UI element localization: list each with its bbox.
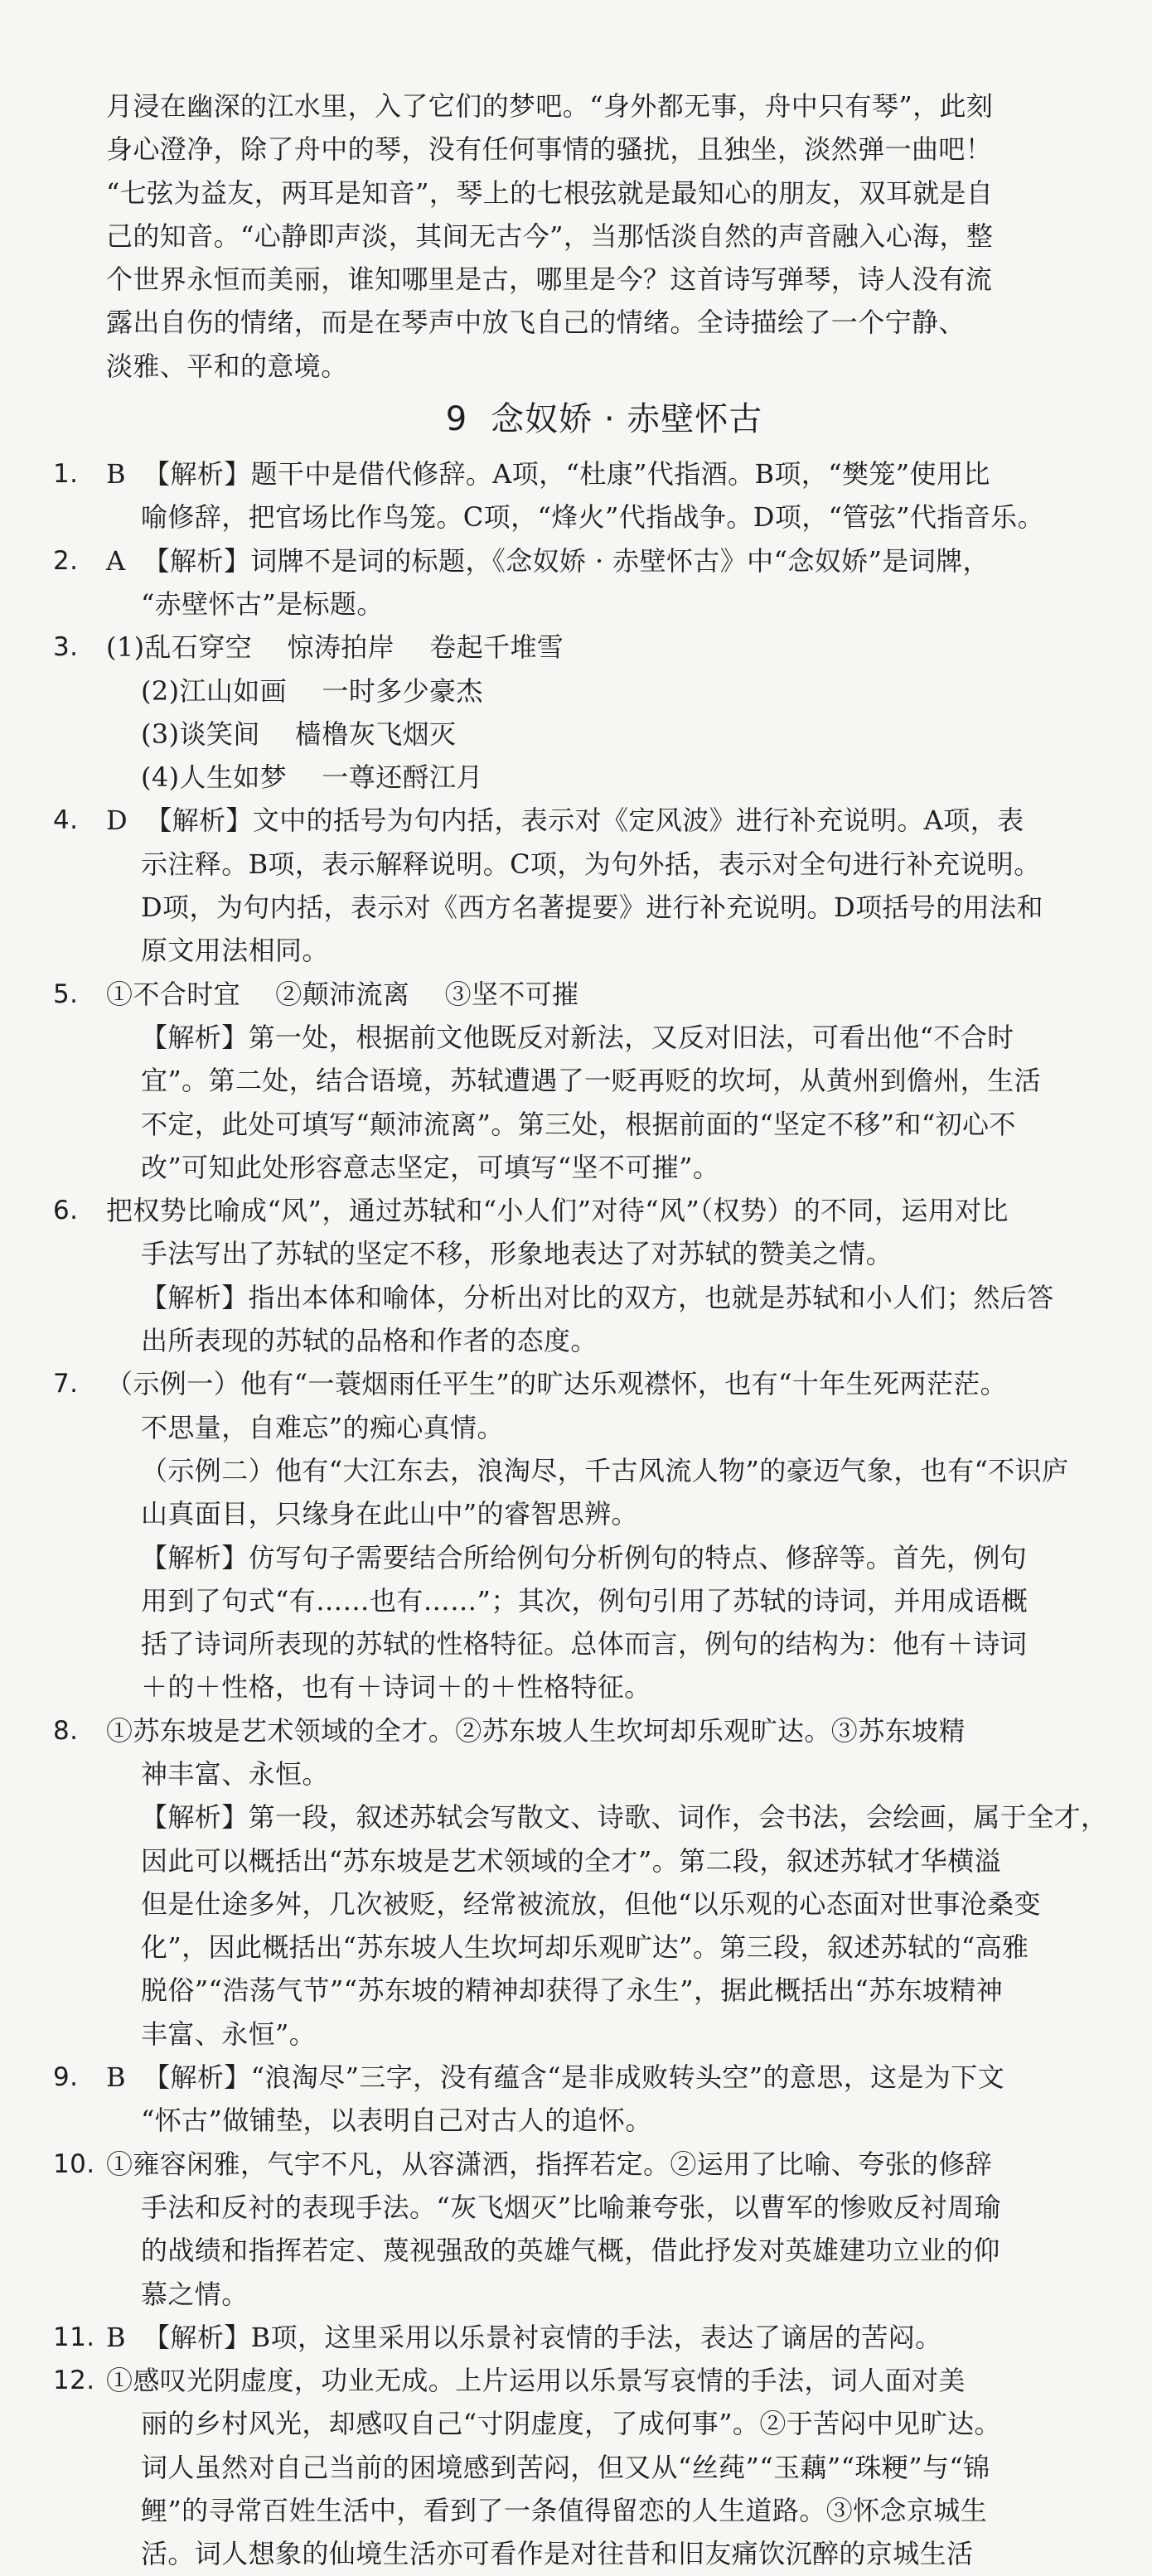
answer-line: ＋的＋性格，也有＋诗词＋的＋性格特征。 bbox=[141, 1671, 651, 1704]
answer-line: 喻修辞，把官场比作鸟笼。C项，“烽火”代指战争。D项，“管弦”代指音乐。 bbox=[141, 501, 1044, 534]
answer-number: 3. bbox=[53, 632, 79, 663]
answer-number: 1. bbox=[53, 459, 79, 490]
answer-list bbox=[53, 452, 1108, 2576]
answer-item bbox=[53, 2143, 1102, 2316]
answer-line: 用到了句式“有……也有……”；其次，例句引用了苏轼的诗词，并用成语概 bbox=[141, 1584, 1029, 1617]
section-title bbox=[106, 389, 1102, 449]
answer-line: 因此可以概括出“苏东坡是艺术领域的全才”。第二段，叙述苏轼才华横溢 bbox=[141, 1844, 1001, 1877]
intro-line: 月浸在幽深的江水里，入了它们的梦吧。“身外都无事，舟中只有琴”，此刻 bbox=[106, 90, 994, 122]
answer-line: 手法写出了苏轼的坚定不移，形象地表达了对苏轼的赞美之情。 bbox=[141, 1238, 893, 1270]
answer-number: 6. bbox=[53, 1196, 79, 1226]
answer-item bbox=[53, 2359, 1102, 2575]
answer-line: 10. ①雍容闲雅，气宇不凡，从容潇洒，指挥若定。②运用了比喻、夸张的修辞 bbox=[71, 2143, 1102, 2186]
answer-line: 12. ①感叹光阴虚度，功业无成。上片运用以乐景写哀情的手法，词人面对美 bbox=[71, 2359, 1102, 2402]
answer-line: 【解析】仿写句子需要结合所给例句分析例句的特点、修辞等。首先，例句 bbox=[141, 1541, 1028, 1573]
intro-line: 身心澄净，除了舟中的琴，没有任何事情的骚扰，且独坐，淡然弹一曲吧！ bbox=[106, 133, 993, 166]
answer-line: 神丰富、永恒。 bbox=[141, 1757, 329, 1790]
answer-number: 10. bbox=[53, 2148, 95, 2179]
answer-line: 慕之情。 bbox=[141, 2278, 249, 2310]
answer-line: 鲤”的寻常百姓生活中，看到了一条值得留恋的人生道路。③怀念京城生 bbox=[141, 2495, 988, 2527]
intro-line: 个世界永恒而美丽，谁知哪里是古，哪里是今？这首诗写弹琴，诗人没有流 bbox=[106, 263, 993, 296]
answer-number: 8. bbox=[53, 1715, 79, 1746]
section-title-text: 念奴娇 · 赤壁怀古 bbox=[491, 400, 763, 439]
answer-line: 示注释。B项，表示解释说明。C项，为句外括，表示对全句进行补充说明。 bbox=[141, 848, 1041, 880]
answer-line: 丰富、永恒”。 bbox=[141, 2018, 317, 2050]
answer-line: 丽的乡村风光，却感叹自己“寸阴虚度，了成何事”。②于苦闷中见旷达。 bbox=[141, 2408, 1001, 2440]
answer-line: (2)江山如画 一时多少豪杰 bbox=[141, 674, 483, 707]
answer-line: 3. (1)乱石穿空 惊涛拍岸 卷起千堆雪 bbox=[71, 626, 1102, 669]
intro-line: 露出自伤的情绪，而是在琴声中放飞自己的情绪。全诗描绘了一个宁静、 bbox=[106, 307, 966, 339]
answer-line: 【解析】第一处，根据前文他既反对新法，又反对旧法，可看出他“不合时 bbox=[141, 1021, 1014, 1053]
answer-line: 1. B 【解析】题干中是借代修辞。A项，“杜康”代指酒。B项，“樊笼”使用比 bbox=[71, 452, 1102, 495]
answer-line: 4. D 【解析】文中的括号为句内括，表示对《定风波》进行补充说明。A项，表 bbox=[71, 799, 1102, 842]
answer-number: 11. bbox=[53, 2322, 95, 2352]
answer-line: 化”，因此概括出“苏东坡人生坎坷却乐观旷达”。第三段，叙述苏轼的“高雅 bbox=[141, 1931, 1029, 1964]
answer-line: 括了诗词所表现的苏轼的性格特征。总体而言，例句的结构为：他有＋诗词 bbox=[141, 1628, 1028, 1660]
answer-line: (3)谈笑间 樯橹灰飞烟灭 bbox=[141, 718, 457, 750]
answer-line: “赤壁怀古”是标题。 bbox=[141, 587, 384, 620]
answer-line: 11. B 【解析】B项，这里采用以乐景衬哀情的手法，表达了谪居的苦闷。 bbox=[71, 2316, 1102, 2359]
answer-line: 9. B 【解析】“浪淘尽”三字，没有蕴含“是非成败转头空”的意思，这是为下文 bbox=[71, 2056, 1102, 2099]
answer-item bbox=[53, 452, 1102, 539]
answer-item bbox=[53, 1709, 1108, 2056]
answer-item bbox=[53, 626, 1102, 799]
answer-number: 5. bbox=[53, 979, 79, 1009]
answer-line: 5. ①不合时宜 ②颠沛流离 ③坚不可摧 bbox=[71, 973, 1102, 1016]
answer-item bbox=[53, 973, 1102, 1189]
answer-line: （示例二）他有“大江东去，浪淘尽，千古风流人物”的豪迈气象，也有“不识庐 bbox=[141, 1454, 1069, 1486]
answer-line: 8. ①苏东坡是艺术领域的全才。②苏东坡人生坎坷却乐观旷达。③苏东坡精 bbox=[71, 1709, 1102, 1752]
intro-line: “七弦为益友，两耳是知音”，琴上的七根弦就是最知心的朋友，双耳就是自 bbox=[106, 176, 994, 209]
answer-line: 【解析】第一段，叙述苏轼会写散文、诗歌、词作，会书法，会绘画，属于全才， bbox=[141, 1801, 1108, 1834]
answer-item bbox=[53, 2316, 1102, 2359]
answer-line: 原文用法相同。 bbox=[141, 935, 329, 967]
answer-line: 手法和反衬的表现手法。“灰飞烟灭”比喻兼夸张，以曹军的惨败反衬周瑜 bbox=[141, 2191, 1001, 2223]
answer-line: 不思量，自难忘”的痴心真情。 bbox=[141, 1411, 504, 1443]
answer-number: 2. bbox=[53, 545, 79, 576]
answer-line: 山真面目，只缘身在此山中”的睿智思辨。 bbox=[141, 1498, 638, 1530]
section-number: 9 bbox=[445, 400, 468, 439]
answer-line: 出所表现的苏轼的品格和作者的态度。 bbox=[141, 1325, 598, 1357]
answer-number: 12. bbox=[53, 2366, 95, 2396]
answer-line: (4)人生如梦 一尊还酹江月 bbox=[141, 761, 483, 794]
answer-item bbox=[53, 539, 1102, 626]
answer-line: 词人虽然对自己当前的困境感到苦闷，但又从“丝莼”“玉藕”“珠粳”与“锦 bbox=[141, 2451, 990, 2483]
answer-number: 7. bbox=[53, 1369, 79, 1399]
intro-line: 己的知音。“心静即声淡，其间无古今”，当那恬淡自然的声音融入心海，整 bbox=[106, 220, 994, 252]
answer-line: 活。词人想象的仙境生活亦可看作是对往昔和旧友痛饮沉醉的京城生活 bbox=[141, 2538, 974, 2570]
answer-number: 4. bbox=[53, 805, 79, 836]
answer-line: 2. A 【解析】词牌不是词的标题，《念奴娇 · 赤壁怀古》中“念奴娇”是词牌， bbox=[71, 539, 1102, 582]
answer-line: 改”可知此处形容意志坚定，可填写“坚不可摧”。 bbox=[141, 1151, 720, 1183]
answer-line: 的战绩和指挥若定、蔑视强敌的英雄气概，借此抒发对英雄建功立业的仰 bbox=[141, 2235, 1000, 2267]
answer-line: D项，为句内括，表示对《西方名著提要》进行补充说明。D项括号的用法和 bbox=[141, 892, 1043, 924]
answer-item bbox=[53, 799, 1102, 972]
answer-line: 但是仕途多舛，几次被贬，经常被流放，但他“以乐观的心态面对世事沧桑变 bbox=[141, 1887, 1041, 1920]
answer-number: 9. bbox=[53, 2062, 79, 2093]
answer-line: 不定，此处可填写“颠沛流离”。第三处，根据前面的“坚定不移”和“初心不 bbox=[141, 1108, 1016, 1140]
answer-item bbox=[53, 1189, 1102, 1362]
intro-paragraph bbox=[106, 85, 1102, 388]
answer-item bbox=[53, 2056, 1102, 2143]
answer-line: 脱俗”“浩荡气节”“苏东坡的精神却获得了永生”，据此概括出“苏东坡精神 bbox=[141, 1974, 1004, 2007]
answer-line: 宜”。第二处，结合语境，苏轼遭遇了一贬再贬的坎坷，从黄州到儋州，生活 bbox=[141, 1065, 1041, 1097]
answer-line: 6. 把权势比喻成“风”，通过苏轼和“小人们”对待“风”（权势）的不同，运用对比 bbox=[71, 1189, 1102, 1232]
intro-line: 淡雅、平和的意境。 bbox=[106, 350, 348, 382]
answer-item bbox=[53, 1362, 1102, 1708]
answer-line: 7. （示例一）他有“一蓑烟雨任平生”的旷达乐观襟怀，也有“十年生死两茫茫。 bbox=[71, 1362, 1102, 1405]
answer-line: “怀古”做铺垫，以表明自己对古人的追怀。 bbox=[141, 2105, 652, 2137]
answer-line: 【解析】指出本体和喻体，分析出对比的双方，也就是苏轼和小人们；然后答 bbox=[141, 1281, 1054, 1313]
